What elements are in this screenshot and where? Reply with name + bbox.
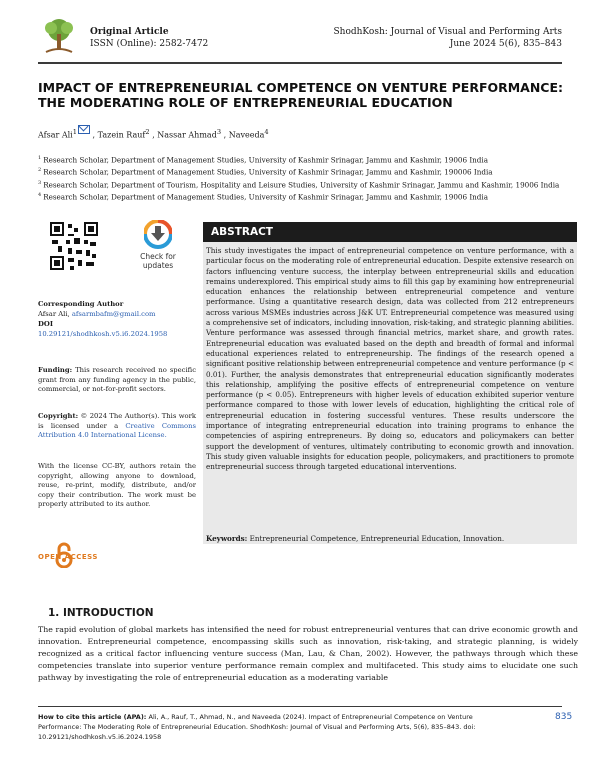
license-note: With the license CC-BY, authors retain the copyright, allowing anyone to download, reuse, re-print, modify, distribute, and/or copy their contribution. The work must be properly attributed to its author. [38,462,196,508]
copyright-note [38,412,196,441]
corresponding-author [38,300,196,339]
header-right [333,26,562,50]
check-updates-label: Check for updates [140,252,176,270]
footer-divider [38,706,562,707]
keywords-text: Entrepreneurial Competence, Entrepreneurial Education, Innovation. [249,534,505,543]
keywords-label: Keywords: [206,534,248,543]
header-left [90,26,208,50]
check-for-updates-button[interactable] [128,220,188,276]
journal-logo-icon [40,16,78,56]
doi-link[interactable]: 10.29121/shodhkosh.v5.i6.2024.1958 [38,329,168,338]
keywords [206,534,574,544]
affiliation: $^2$ Research Scholar, Department of Management Studies, University of Kashmir Srinagar, Jammu and Kashmir, 190006 India [38,167,493,177]
affiliations [38,153,578,203]
issn: ISSN (Online): 2582-7472 [90,39,209,49]
affiliation: $^4$ Research Scholar, Department of Management Studies, University of Kashmir Srinagar, Jammu and Kashmir, 19006 India [38,192,488,202]
qr-code-icon[interactable] [50,222,98,270]
author-sup: 4 [264,128,269,136]
cite-text: Ali, A., Rauf, T., Ahmad, N., and Naveeda (2024). Impact of Entrepreneurial Competence on Venture Performance: The Moderating Role of Entrepreneurial Education. ShodhKosh: Journal of Visual and Performing Arts, 5(6), 835–843. doi: 10.29121/shodhkosh.v5.i6.2024.1958 [38,713,476,741]
funding-note [38,366,196,395]
journal-name: ShodhKosh: Journal of Visual and Performing Arts [333,27,562,37]
copyright-label: Copyright: [38,412,79,420]
author-name: Afsar Ali [38,130,73,140]
check-updates-icon [144,220,172,250]
affiliation: $^1$ Research Scholar, Department of Management Studies, University of Kashmir Srinagar, Jammu and Kashmir, 19006 India [38,155,488,165]
section-heading: 1. INTRODUCTION [48,607,154,619]
corr-label: Corresponding Author [38,300,124,308]
abstract-heading: ABSTRACT [203,222,577,242]
intro-paragraph: The rapid evolution of global markets has intensified the need for robust entrepreneurial ventures that can drive economic growth and innovation. Entrepreneurial competence, encompassing skills such as innovation, risk-taking, and strategic planning, is widely recognized as a critical factor influencing venture success (Man, Lau, & Chan, 2002). However, the pathways through which these competencies translate into superior venture performance remain complex and multifaceted. This study aims to elucidate one such pathway by investigating the role of entrepreneurial education as a moderating variable [38,625,578,682]
header-divider [38,62,562,64]
article-type: Original Article [90,27,169,37]
citation-footer [38,712,518,742]
doi-label: DOI [38,320,53,328]
funding-label: Funding: [38,366,73,374]
author-sup: 1 [72,128,77,136]
open-access-label: OPEN ACCESS [38,553,98,561]
author-list [38,128,269,140]
corr-name: Afsar Ali, [38,309,70,318]
license-link[interactable]: Creative Commons Attribution 4.0 International License. [38,421,196,439]
page-number: 835 [555,712,573,722]
copyright-text: © 2024 The Author(s). This work is licensed under a [38,412,196,430]
author-sup: 2 [145,128,150,136]
journal-issue: June 2024 5(6), 835–843 [449,39,562,49]
author-name: , Tazein Rauf [92,130,146,140]
author-sup: 3 [216,128,222,136]
cite-label: How to cite this article (APA): [38,713,147,721]
funding-text: This research received no specific grant from any funding agency in the public, commercial, or not-for-profit sectors. [38,366,196,393]
author-name: , Naveeda [223,130,265,140]
email-icon[interactable] [78,125,90,134]
article-title: IMPACT OF ENTREPRENEURIAL COMPETENCE ON VENTURE PERFORMANCE: THE MODERATING ROLE OF ENTREPRENEURIAL EDUCATION [38,80,564,110]
affiliation: $^3$ Research Scholar, Department of Tourism, Hospitality and Leisure Studies, University of Kashmir Srinagar, Jammu and Kashmir, 19006 India [38,179,560,190]
corr-email-link[interactable]: afsarmbafm@gmail.com [71,309,156,318]
author-name: , Nassar Ahmad [152,130,217,140]
abstract-text: This study investigates the impact of entrepreneurial competence on venture performance, with a particular focus on the moderating role of entrepreneurial education. Despite extensive research on factors influencing venture success, the interplay between entrepreneurial skills and education remains underexplored. This empirical study aims to fill this gap by examining how entrepreneurial education enhances the relationship between entrepreneurial competence and venture performance. Using a quantitative research design, data was collected from 212 entrepreneurs across various MSMEs industries across J&K UT. Entrepreneurial competence was measured using a comprehensive set of indicators, including innovation, risk-taking, and strategic planning abilities. Venture performance was assessed through financial metrics, market share, and growth rates. Entrepreneurial education was evaluated based on the depth and breadth of formal and informal educational experiences related to entrepreneurship. The findings of the research opened a significant positive relationship between entrepreneurial competence and venture performance (p < 0.01). Further, the analysis demonstrates that entrepreneurial education significantly moderates this relationship, amplifying the positive effects of entrepreneurial competence on venture performance (p < 0.05). Entrepreneurs with higher levels of education exhibited superior venture performance compared to those with lower levels of education, highlighting the critical role of entrepreneurial education in fostering successful ventures. These results underscore the importance of integrating entrepreneurial education into training programs to enhance the competencies of aspiring entrepreneurs. By doing so, educators and policymakers can better support the development of ventures, ultimately contributing to economic growth and innovation. This study given valuable insights for education people, policymakers, and practitioners to promote entrepreneurial success through targeted educational interventions. [206,246,574,472]
